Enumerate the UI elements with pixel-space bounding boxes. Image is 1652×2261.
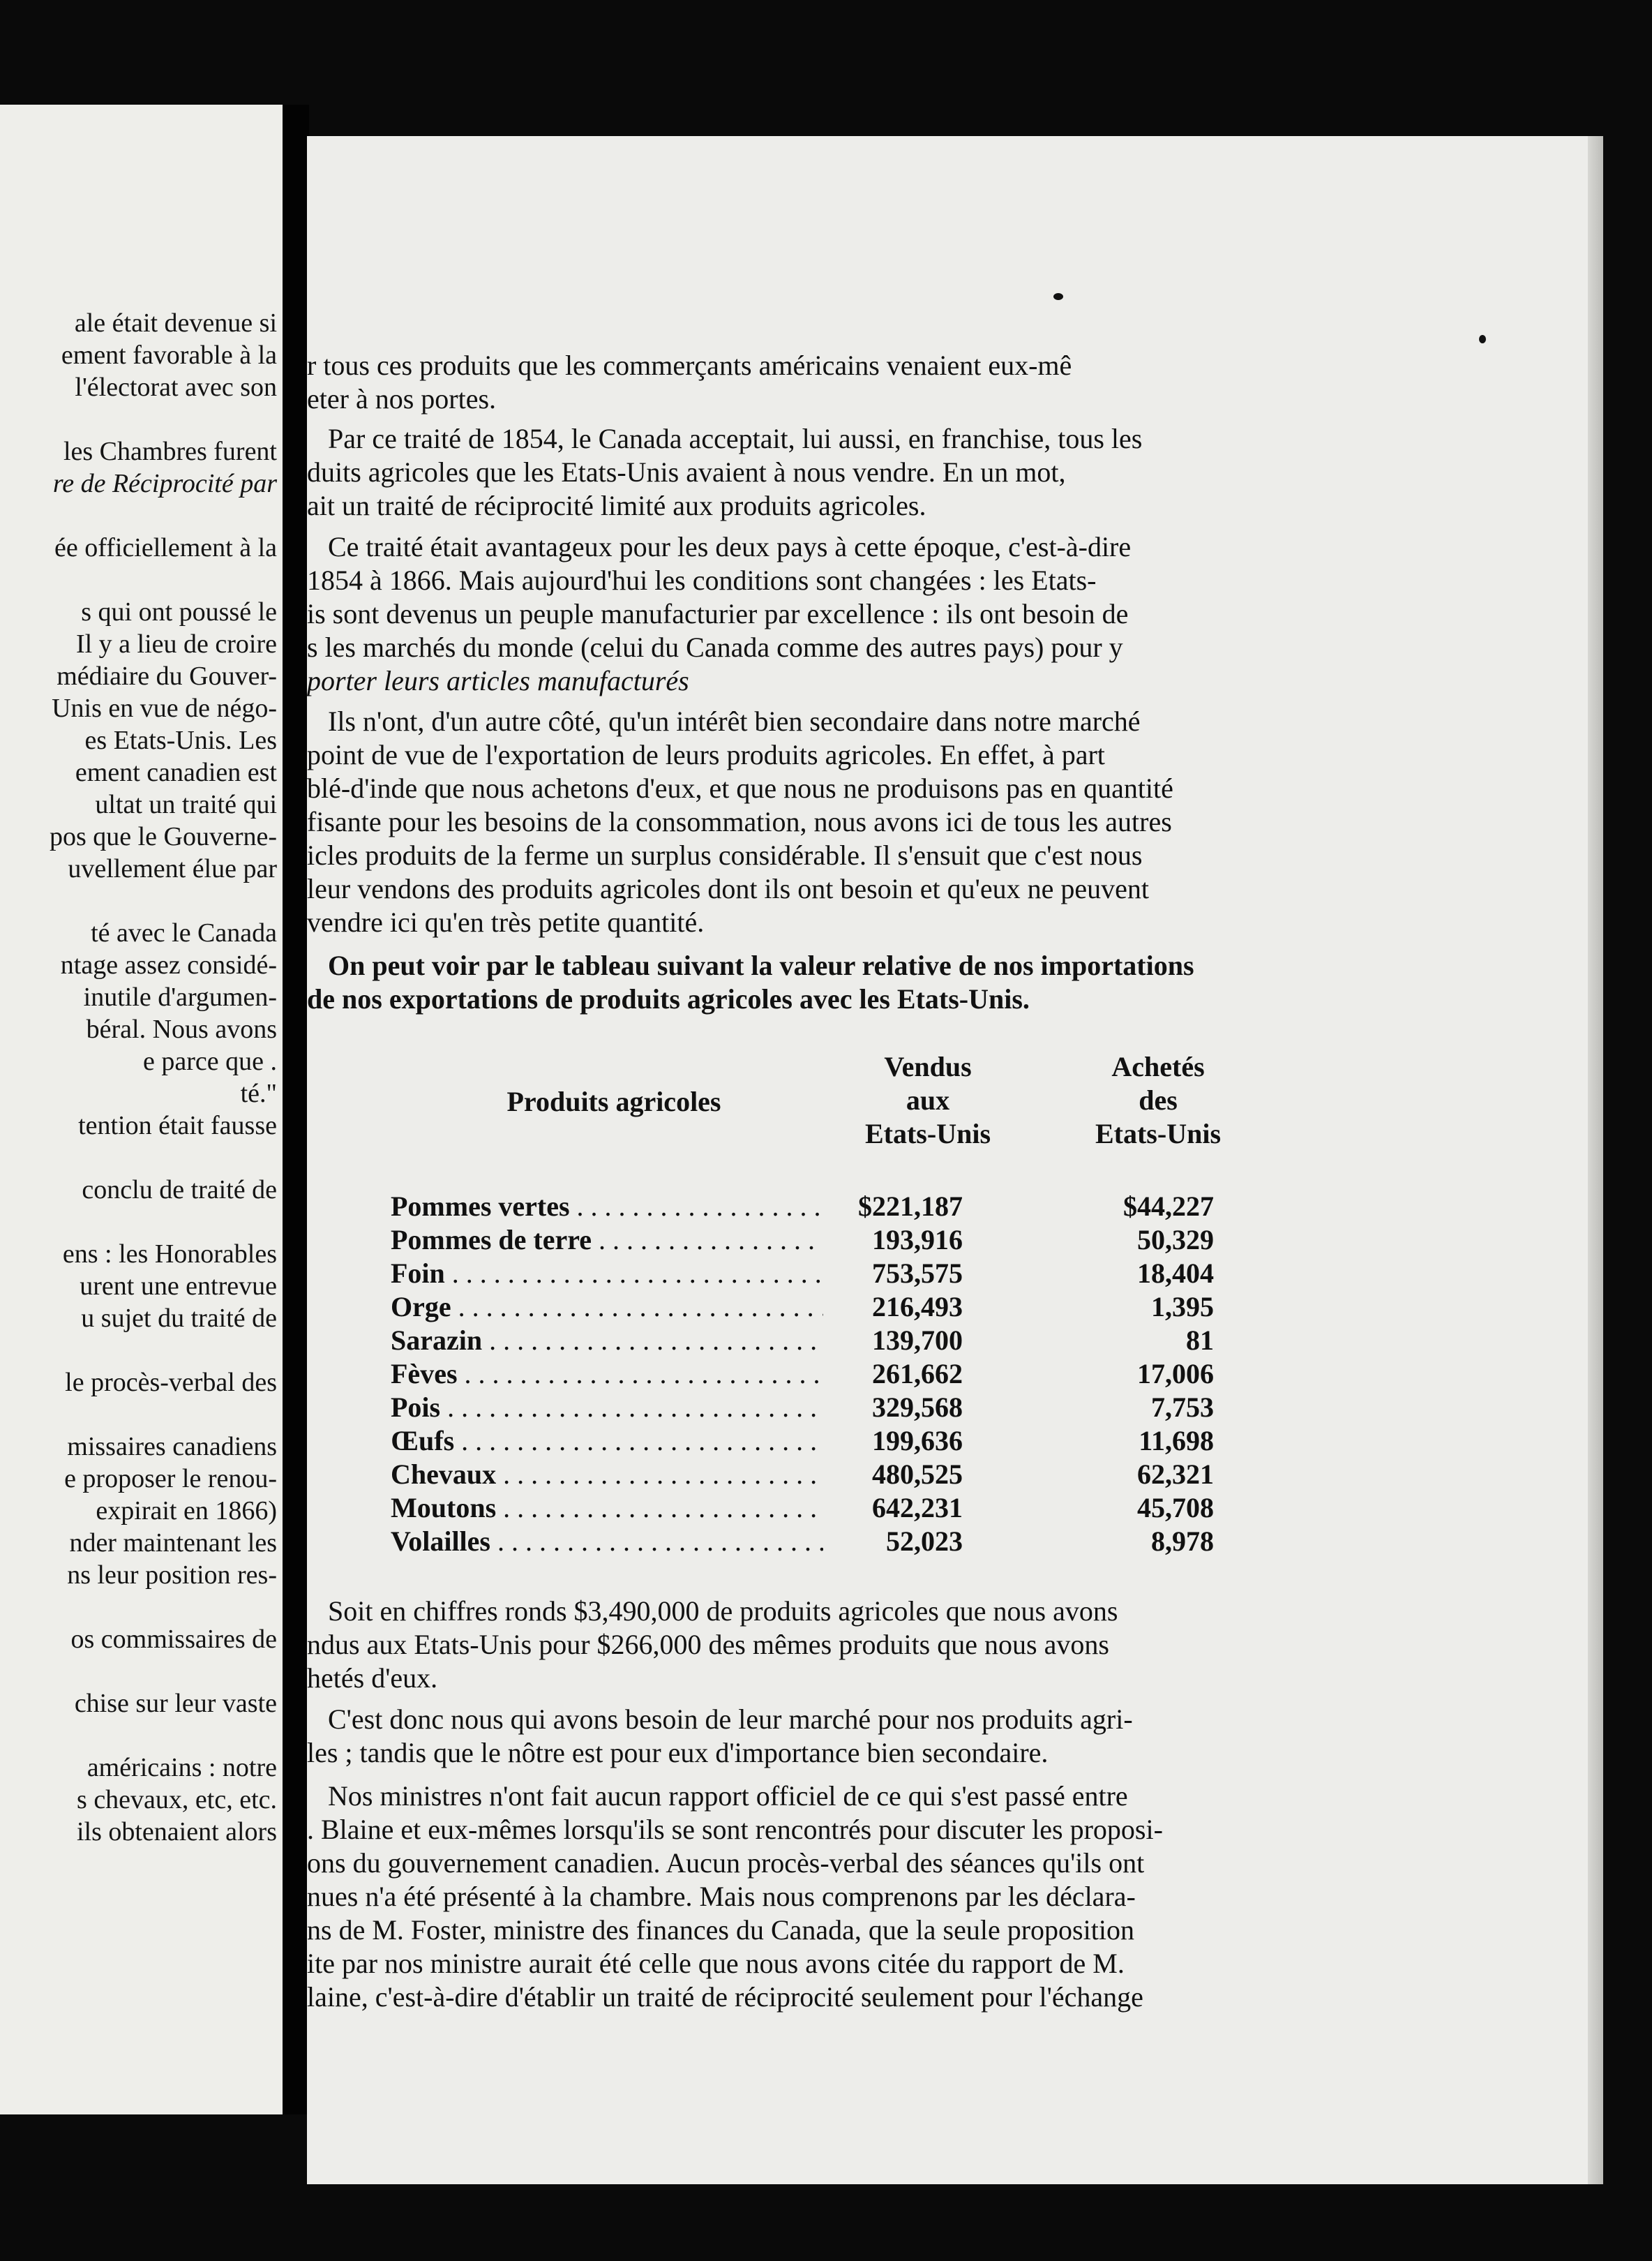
text-line: . Blaine et eux-mêmes lorsqu'ils se sont rencontrés pour discuter les proposi-: [307, 1814, 1163, 1845]
left-page-line: u sujet du traité de: [81, 1304, 277, 1333]
product-name: Moutons . . .: [391, 1491, 823, 1525]
table-row: [391, 1223, 1256, 1257]
paragraph-4: [307, 705, 1381, 939]
sold-value: 199,636: [872, 1425, 963, 1456]
text-line: nues n'a été présenté à la chambre. Mais nous comprenons par les déclara-: [307, 1881, 1136, 1912]
left-page-line: Il y a lieu de croire: [75, 629, 277, 659]
text-line: ite par nos ministre aurait été celle que nous avons citée du rapport de M.: [307, 1948, 1125, 1979]
sold-value: 480,525: [872, 1458, 963, 1490]
table-header-product: Produits agricoles: [506, 1086, 721, 1117]
table-row: [391, 1525, 1256, 1558]
product-name: Fèves . . .: [391, 1357, 823, 1391]
bought-value: 81: [1186, 1324, 1214, 1356]
left-page-line: s chevaux, etc, etc.: [77, 1785, 277, 1814]
table-header-bought-line: des: [1139, 1084, 1178, 1116]
table-header-bought-line: Achetés: [1111, 1051, 1205, 1082]
sold-value: 261,662: [872, 1358, 963, 1389]
product-name: Pommes vertes . . .: [391, 1190, 823, 1223]
right-page: [307, 136, 1603, 2184]
left-page-line: le procès-verbal des: [65, 1368, 277, 1397]
page-edge: [1588, 136, 1603, 2184]
table-header-sold: [823, 1050, 1032, 1151]
paragraph-6: [307, 1595, 1381, 1695]
text-line: porter leurs articles manufacturés: [307, 665, 689, 696]
text-line: Par ce traité de 1854, le Canada acceptait, lui aussi, en franchise, tous les: [328, 423, 1143, 454]
left-page-line: té.": [240, 1079, 277, 1108]
left-page-line: les Chambres furent: [63, 437, 277, 466]
text-line: ons du gouvernement canadien. Aucun procès-verbal des séances qu'ils ont: [307, 1847, 1145, 1879]
sold-value: 193,916: [872, 1224, 963, 1255]
text-line: s les marchés du monde (celui du Canada comme des autres pays) pour y: [307, 632, 1123, 663]
bought-value: 1,395: [1151, 1291, 1214, 1322]
left-page-line: inutile d'argumen-: [83, 983, 277, 1012]
left-page-line: ntage assez considé-: [60, 950, 277, 980]
bought-value: 50,329: [1137, 1224, 1214, 1255]
left-page-line: médiaire du Gouver-: [57, 662, 277, 691]
bought-value: 45,708: [1137, 1492, 1214, 1523]
left-page-line: l'électorat avec son: [75, 373, 277, 402]
left-page-line: expirait en 1866): [96, 1496, 277, 1525]
table-header-bought-line: Etats-Unis: [1095, 1118, 1222, 1149]
text-line: hetés d'eux.: [307, 1662, 438, 1694]
text-line: ns de M. Foster, ministre des finances du Canada, que la seule proposition: [307, 1914, 1134, 1946]
bought-value: 62,321: [1137, 1458, 1214, 1490]
text-line: de nos exportations de produits agricoles avec les Etats-Unis.: [307, 983, 1030, 1015]
text-line: icles produits de la ferme un surplus considérable. Il s'ensuit que c'est nous: [307, 840, 1143, 871]
bought-value: 8,978: [1151, 1525, 1214, 1557]
table-row: [391, 1491, 1256, 1525]
left-page-line: pos que le Gouverne-: [49, 822, 277, 851]
text-line: Ce traité était avantageux pour les deux pays à cette époque, c'est-à-dire: [328, 531, 1132, 562]
left-page-line: missaires canadiens: [67, 1432, 277, 1461]
left-page-line: es Etats-Unis. Les: [84, 726, 277, 755]
table-row: [391, 1290, 1256, 1324]
left-page-line: chise sur leur vaste: [74, 1689, 277, 1718]
product-name: Chevaux . . .: [391, 1458, 823, 1491]
sold-value: 216,493: [872, 1291, 963, 1322]
text-line: point de vue de l'exportation de leurs produits agricoles. En effet, à part: [307, 739, 1105, 770]
text-line: fisante pour les besoins de la consommation, nous avons ici de tous les autres: [307, 806, 1172, 837]
text-line: duits agricoles que les Etats-Unis avaient à nous vendre. En un mot,: [307, 456, 1066, 488]
sold-value: 52,023: [886, 1525, 963, 1557]
product-name: Foin . . .: [391, 1257, 823, 1290]
product-name: Sarazin . . .: [391, 1324, 823, 1357]
left-page-line: béral. Nous avons: [86, 1015, 277, 1044]
left-page-line: os commissaires de: [70, 1625, 277, 1654]
text-line: Soit en chiffres ronds $3,490,000 de produits agricoles que nous avons: [328, 1595, 1118, 1627]
product-name: Œufs . . .: [391, 1424, 823, 1458]
product-name: Volailles . . .: [391, 1525, 823, 1558]
bought-value: 17,006: [1137, 1358, 1214, 1389]
bought-value: 11,698: [1139, 1425, 1214, 1456]
text-line: C'est donc nous qui avons besoin de leur marché pour nos produits agri-: [328, 1703, 1133, 1735]
text-line: On peut voir par le tableau suivant la valeur relative de nos importations: [328, 950, 1194, 981]
left-page-line: uvellement élue par: [68, 854, 277, 883]
left-page-line: ale était devenue si: [74, 308, 277, 338]
left-page-line: ée officiellement à la: [54, 533, 277, 562]
left-page-line: ultat un traité qui: [95, 790, 277, 819]
table-header-sold-line: aux: [906, 1084, 950, 1116]
table-header-bought: [1053, 1050, 1263, 1151]
bought-value: 7,753: [1151, 1391, 1214, 1423]
text-line: eter à nos portes.: [307, 383, 497, 415]
left-page-line: e proposer le renou-: [64, 1464, 277, 1493]
ink-speck: [1479, 335, 1486, 343]
text-line: 1854 à 1866. Mais aujourd'hui les conditions sont changées : les Etats-: [307, 565, 1097, 596]
paragraph-2: [307, 422, 1381, 523]
table-header-sold-line: Etats-Unis: [864, 1118, 991, 1149]
left-page-line: conclu de traité de: [82, 1175, 277, 1204]
left-page-line: ement favorable à la: [61, 341, 277, 370]
table-row: [391, 1391, 1256, 1424]
left-page-line: américains : notre: [87, 1753, 277, 1782]
left-page-line: ils obtenaient alors: [76, 1817, 277, 1846]
product-name: Pommes de terre . . .: [391, 1223, 823, 1257]
table-row: [391, 1257, 1256, 1290]
sold-value: 329,568: [872, 1391, 963, 1423]
paragraph-7: [307, 1703, 1381, 1770]
table-row: [391, 1324, 1256, 1357]
left-page-line: ens : les Honorables: [62, 1239, 277, 1269]
left-page-line: té avec le Canada: [91, 918, 277, 948]
table-row: [391, 1357, 1256, 1391]
book-spine: [283, 105, 309, 2114]
table-row: [391, 1190, 1256, 1223]
bought-value: 18,404: [1137, 1258, 1214, 1289]
left-page-line: tention était fausse: [78, 1111, 277, 1140]
product-name: Orge . . .: [391, 1290, 823, 1324]
left-page-line: ns leur position res-: [67, 1560, 277, 1590]
table-row: [391, 1424, 1256, 1458]
table-header-sold-line: Vendus: [884, 1051, 972, 1082]
text-line: les ; tandis que le nôtre est pour eux d'importance bien secondaire.: [307, 1737, 1049, 1768]
text-line: ait un traité de réciprocité limité aux produits agricoles.: [307, 490, 926, 521]
text-line: is sont devenus un peuple manufacturier par excellence : ils ont besoin de: [307, 598, 1129, 629]
sold-value: 139,700: [872, 1324, 963, 1356]
text-line: blé-d'inde que nous achetons d'eux, et que nous ne produisons pas en quantité: [307, 773, 1173, 804]
left-page: [0, 105, 283, 2114]
text-line: laine, c'est-à-dire d'établir un traité de réciprocité seulement pour l'échange: [307, 1981, 1143, 2013]
product-name: Pois . . .: [391, 1391, 823, 1424]
left-page-line: e parce que .: [143, 1047, 277, 1076]
left-page-line: urent une entrevue: [80, 1271, 277, 1301]
bought-value: $44,227: [1123, 1191, 1214, 1222]
text-line: leur vendons des produits agricoles dont ils ont besoin et qu'eux ne peuvent: [307, 873, 1149, 904]
ink-speck: [1053, 293, 1063, 300]
sold-value: 642,231: [872, 1492, 963, 1523]
left-page-line: nder maintenant les: [69, 1528, 277, 1558]
paragraph-8: [307, 1779, 1381, 2014]
left-page-line: re de Réciprocité par: [52, 469, 277, 498]
paragraph-3: [307, 530, 1381, 698]
sold-value: 753,575: [872, 1258, 963, 1289]
text-line: ndus aux Etats-Unis pour $266,000 des mêmes produits que nous avons: [307, 1629, 1109, 1660]
paragraph-5: [307, 949, 1381, 1016]
text-line: Ils n'ont, d'un autre côté, qu'un intérêt bien secondaire dans notre marché: [328, 706, 1141, 737]
left-page-line: s qui ont poussé le: [81, 597, 277, 627]
left-page-line: ement canadien est: [75, 758, 277, 787]
text-line: Nos ministres n'ont fait aucun rapport officiel de ce qui s'est passé entre: [328, 1780, 1128, 1812]
table-row: [391, 1458, 1256, 1491]
text-line: vendre ici qu'en très petite quantité.: [307, 906, 705, 938]
paragraph-1: [307, 349, 1381, 416]
sold-value: $221,187: [858, 1191, 963, 1222]
left-page-line: Unis en vue de négo-: [52, 694, 277, 723]
text-line: r tous ces produits que les commerçants américains venaient eux-mê: [307, 350, 1072, 381]
